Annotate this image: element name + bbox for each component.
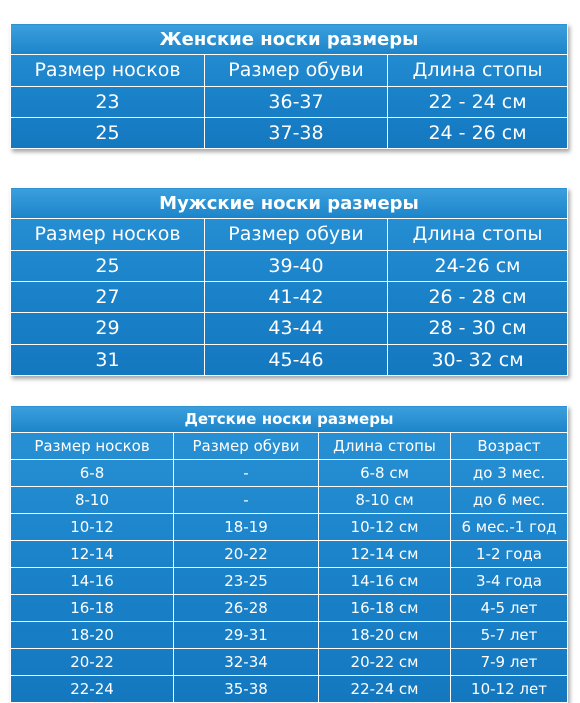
table-cell: 26 - 28 см [388,281,568,312]
table-cell: 6-8 [11,460,174,487]
table-cell: - [174,460,319,487]
table-cell: 36-37 [205,86,388,117]
women-sizes-table [10,23,568,149]
table-cell: 30- 32 см [388,344,568,375]
table-cell: 23-25 [174,568,319,595]
table-cell: 6-8 см [319,460,451,487]
table-cell: 24 - 26 см [388,117,568,148]
table-title-row [11,24,568,55]
table-cell: 5-7 лет [451,622,568,649]
column-header: Размер обуви [205,55,388,86]
table-row [11,514,568,541]
column-header: Длина стопы [319,433,451,460]
table-cell: 20-22 [11,649,174,676]
table-cell: 16-18 см [319,595,451,622]
table-cell: 28 - 30 см [388,313,568,344]
table-cell: 10-12 [11,514,174,541]
table-cell: 8-10 см [319,487,451,514]
table-cell: 22 - 24 см [388,86,568,117]
table-row [11,622,568,649]
table-cell: 1-2 года [451,541,568,568]
table-cell: 8-10 [11,487,174,514]
table-cell: 39-40 [205,250,388,281]
table-cell: 7-9 лет [451,649,568,676]
table-row [11,313,568,344]
table-row [11,117,568,148]
table-cell: 41-42 [205,281,388,312]
table-cell: 26-28 [174,595,319,622]
table-title-row [11,188,568,219]
table-cell: 14-16 [11,568,174,595]
table-row [11,281,568,312]
men-table-title: Мужские носки размеры [11,188,568,219]
column-header: Длина стопы [388,219,568,250]
table-cell: 4-5 лет [451,595,568,622]
column-header: Длина стопы [388,55,568,86]
table-row [11,487,568,514]
column-header: Размер обуви [205,219,388,250]
table-cell: 25 [11,250,205,281]
table-title-row [11,406,568,433]
column-header: Размер носков [11,219,205,250]
column-header: Размер обуви [174,433,319,460]
women-table-title: Женские носки размеры [11,24,568,55]
table-row [11,541,568,568]
table-cell: 29-31 [174,622,319,649]
table-cell: 37-38 [205,117,388,148]
table-row [11,344,568,375]
table-cell: 12-14 см [319,541,451,568]
table-row [11,460,568,487]
table-cell: 18-19 [174,514,319,541]
table-cell: - [174,487,319,514]
column-header: Размер носков [11,433,174,460]
kids-table-title: Детские носки размеры [11,406,568,433]
table-cell: 24-26 см [388,250,568,281]
table-cell: 43-44 [205,313,388,344]
table-cell: до 6 мес. [451,487,568,514]
table-cell: 31 [11,344,205,375]
table-cell: 29 [11,313,205,344]
table-cell: 20-22 см [319,649,451,676]
table-cell: 20-22 [174,541,319,568]
table-cell: 22-24 [11,676,174,703]
table-header-row [11,433,568,460]
table-cell: 32-34 [174,649,319,676]
table-cell: 23 [11,86,205,117]
table-row [11,649,568,676]
table-cell: 27 [11,281,205,312]
table-cell: 10-12 лет [451,676,568,703]
table-cell: 12-14 [11,541,174,568]
table-cell: 14-16 см [319,568,451,595]
table-cell: до 3 мес. [451,460,568,487]
table-cell: 18-20 [11,622,174,649]
table-cell: 3-4 года [451,568,568,595]
table-cell: 18-20 см [319,622,451,649]
table-row [11,595,568,622]
table-header-row [11,55,568,86]
table-cell: 45-46 [205,344,388,375]
table-row [11,568,568,595]
column-header: Размер носков [11,55,205,86]
table-cell: 25 [11,117,205,148]
table-cell: 35-38 [174,676,319,703]
table-cell: 6 мес.-1 год [451,514,568,541]
kids-sizes-table [10,405,568,703]
men-sizes-table [10,187,568,376]
table-cell: 10-12 см [319,514,451,541]
table-header-row [11,219,568,250]
column-header: Возраст [451,433,568,460]
table-cell: 16-18 [11,595,174,622]
table-row [11,676,568,703]
table-row [11,86,568,117]
table-row [11,250,568,281]
table-cell: 22-24 см [319,676,451,703]
